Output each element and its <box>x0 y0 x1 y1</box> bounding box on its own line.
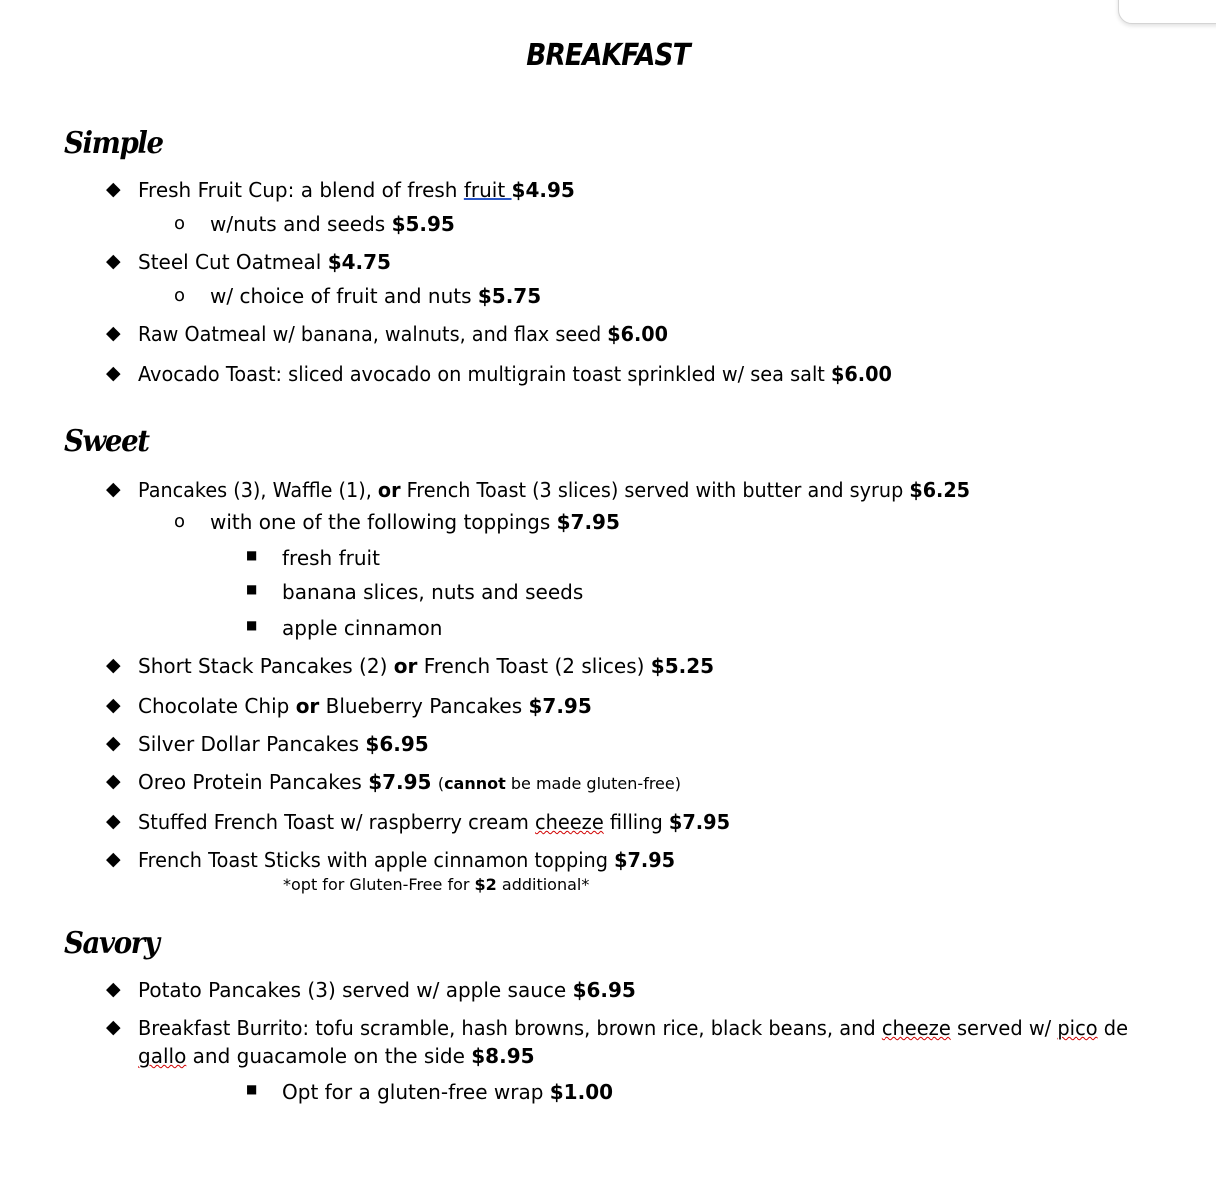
menu-item-breakfast-burrito-line2: gallo and guacamole on the side $8.95 <box>138 1044 535 1068</box>
page-corner-tab <box>1118 0 1216 24</box>
diamond-bullet-icon: ◆ <box>106 848 121 870</box>
square-bullet-icon: ■ <box>246 582 258 596</box>
menu-item-avocado-toast: Avocado Toast: sliced avocado on multigrain toast sprinkled w/ sea salt $6.00 <box>138 362 892 386</box>
circle-bullet-icon: o <box>174 511 186 532</box>
menu-item-fresh-fruit-cup: Fresh Fruit Cup: a blend of fresh fruit $4.95 <box>138 178 575 202</box>
topping-banana-nuts-seeds: banana slices, nuts and seeds <box>282 580 584 604</box>
diamond-bullet-icon: ◆ <box>106 694 121 716</box>
square-bullet-icon: ■ <box>246 618 258 632</box>
diamond-bullet-icon: ◆ <box>106 178 121 200</box>
diamond-bullet-icon: ◆ <box>106 732 121 754</box>
menu-title: BREAKFAST <box>526 38 690 73</box>
square-bullet-icon: ■ <box>246 548 258 562</box>
gluten-free-note: *opt for Gluten-Free for $2 additional* <box>283 875 590 894</box>
diamond-bullet-icon: ◆ <box>106 810 121 832</box>
diamond-bullet-icon: ◆ <box>106 362 121 384</box>
topping-apple-cinnamon: apple cinnamon <box>282 616 443 640</box>
menu-item-pancakes-waffle-toast: Pancakes (3), Waffle (1), or French Toast (3 slices) served with butter and syrup $6.25 <box>138 478 971 502</box>
menu-item-oreo-protein: Oreo Protein Pancakes $7.95 (cannot be made gluten-free) <box>138 770 681 794</box>
menu-item-short-stack: Short Stack Pancakes (2) or French Toast (2 slices) $5.25 <box>138 654 715 678</box>
diamond-bullet-icon: ◆ <box>106 478 121 500</box>
menu-item-potato-pancakes: Potato Pancakes (3) served w/ apple sauce $6.95 <box>138 978 636 1002</box>
diamond-bullet-icon: ◆ <box>106 322 121 344</box>
topping-fresh-fruit: fresh fruit <box>282 546 380 570</box>
diamond-bullet-icon: ◆ <box>106 250 121 272</box>
sub-item-nuts-seeds: w/nuts and seeds $5.95 <box>210 212 455 236</box>
square-bullet-icon: ■ <box>246 1082 258 1096</box>
diamond-bullet-icon: ◆ <box>106 978 121 1000</box>
section-heading-simple: Simple <box>64 126 163 161</box>
sub-item-gluten-free-wrap: Opt for a gluten-free wrap $1.00 <box>282 1080 614 1104</box>
menu-item-steel-cut-oatmeal: Steel Cut Oatmeal $4.75 <box>138 250 391 274</box>
menu-item-french-toast-sticks: French Toast Sticks with apple cinnamon topping $7.95 <box>138 848 676 872</box>
menu-item-breakfast-burrito-line1: Breakfast Burrito: tofu scramble, hash browns, brown rice, black beans, and cheeze served w/ pico de <box>138 1016 1128 1040</box>
diamond-bullet-icon: ◆ <box>106 1016 121 1038</box>
diamond-bullet-icon: ◆ <box>106 770 121 792</box>
circle-bullet-icon: o <box>174 285 186 306</box>
menu-item-raw-oatmeal: Raw Oatmeal w/ banana, walnuts, and flax seed $6.00 <box>138 322 669 346</box>
sub-item-toppings: with one of the following toppings $7.95 <box>210 510 620 534</box>
section-heading-sweet: Sweet <box>64 424 149 459</box>
section-heading-savory: Savory <box>64 926 159 961</box>
menu-item-silver-dollar: Silver Dollar Pancakes $6.95 <box>138 732 429 756</box>
menu-item-stuffed-french-toast: Stuffed French Toast w/ raspberry cream cheeze filling $7.95 <box>138 810 731 834</box>
circle-bullet-icon: o <box>174 213 186 234</box>
menu-item-choc-chip-blueberry: Chocolate Chip or Blueberry Pancakes $7.95 <box>138 694 592 718</box>
sub-item-fruit-nuts: w/ choice of fruit and nuts $5.75 <box>210 284 542 308</box>
diamond-bullet-icon: ◆ <box>106 654 121 676</box>
